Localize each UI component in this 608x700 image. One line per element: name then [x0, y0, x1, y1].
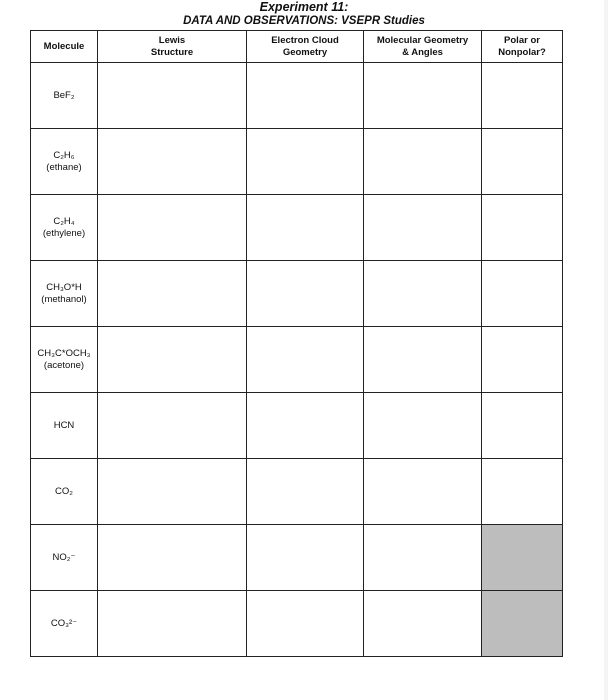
- molecule-formula: C₂H₄: [53, 215, 75, 227]
- molecular-geometry-cell[interactable]: [364, 459, 482, 525]
- molecule-formula: NO₂⁻: [52, 551, 76, 563]
- vsepr-data-table: [30, 30, 563, 657]
- molecule-formula: CO₃²⁻: [50, 617, 78, 629]
- table-header-row: [31, 31, 563, 63]
- header-molecule-label: Molecule: [43, 40, 85, 52]
- molecular-geometry-cell[interactable]: [364, 591, 482, 657]
- table-row-no2-minus: [31, 525, 563, 591]
- polarity-cell-shaded: [482, 591, 563, 657]
- section-title: DATA AND OBSERVATIONS: VSEPR Studies: [183, 15, 425, 27]
- polarity-cell[interactable]: [482, 327, 563, 393]
- header-cloud-line2: Geometry: [282, 46, 328, 58]
- molecule-cell: [31, 327, 98, 393]
- molecule-common-name: (acetone): [43, 359, 85, 371]
- header-lewis-line1: Lewis: [158, 34, 186, 46]
- molecule-formula: CH₃C*OCH₃: [37, 347, 91, 359]
- molecule-cell: [31, 459, 98, 525]
- molecule-common-name: (ethylene): [42, 227, 86, 239]
- molecular-geometry-cell[interactable]: [364, 393, 482, 459]
- header-polar-line2: Nonpolar?: [498, 46, 546, 58]
- polarity-cell[interactable]: [482, 459, 563, 525]
- molecule-cell: [31, 195, 98, 261]
- molecular-geometry-cell[interactable]: [364, 63, 482, 129]
- lewis-structure-cell[interactable]: [98, 525, 247, 591]
- molecule-formula: CH₃O*H: [46, 281, 82, 293]
- molecular-geometry-cell[interactable]: [364, 129, 482, 195]
- molecule-formula: CO₂: [55, 485, 73, 497]
- polarity-cell[interactable]: [482, 393, 563, 459]
- table-row-befl2: [31, 63, 563, 129]
- electron-cloud-geometry-cell[interactable]: [247, 393, 364, 459]
- lewis-structure-cell[interactable]: [98, 261, 247, 327]
- header-lewis-line2: Structure: [150, 46, 194, 58]
- molecule-formula: BeF₂: [53, 89, 75, 101]
- molecular-geometry-cell[interactable]: [364, 195, 482, 261]
- table-row-co3-2minus: [31, 591, 563, 657]
- header-polarity: [482, 31, 563, 63]
- experiment-title: Experiment 11:: [259, 0, 349, 14]
- table-row-acetone: [31, 327, 563, 393]
- lewis-structure-cell[interactable]: [98, 393, 247, 459]
- polarity-cell[interactable]: [482, 261, 563, 327]
- polarity-cell-shaded: [482, 525, 563, 591]
- lewis-structure-cell[interactable]: [98, 129, 247, 195]
- molecule-cell: [31, 261, 98, 327]
- table-row-ethylene: [31, 195, 563, 261]
- header-polar-line1: Polar or: [504, 34, 540, 46]
- molecular-geometry-cell[interactable]: [364, 525, 482, 591]
- table-row-hcn: [31, 393, 563, 459]
- page-edge: [604, 0, 608, 700]
- electron-cloud-geometry-cell[interactable]: [247, 129, 364, 195]
- electron-cloud-geometry-cell[interactable]: [247, 591, 364, 657]
- molecular-geometry-cell[interactable]: [364, 261, 482, 327]
- header-electron-cloud-geometry: [247, 31, 364, 63]
- table-row-co2: [31, 459, 563, 525]
- table-row-methanol: [31, 261, 563, 327]
- molecule-cell: [31, 129, 98, 195]
- molecule-cell: [31, 525, 98, 591]
- electron-cloud-geometry-cell[interactable]: [247, 261, 364, 327]
- header-cloud-line1: Electron Cloud: [271, 34, 339, 46]
- electron-cloud-geometry-cell[interactable]: [247, 525, 364, 591]
- molecule-cell: [31, 63, 98, 129]
- molecule-common-name: (ethane): [46, 161, 82, 173]
- lewis-structure-cell[interactable]: [98, 195, 247, 261]
- electron-cloud-geometry-cell[interactable]: [247, 195, 364, 261]
- molecule-formula: HCN: [53, 419, 75, 431]
- molecule-cell: [31, 591, 98, 657]
- header-molecule: [31, 31, 98, 63]
- molecule-formula: C₂H₆: [53, 149, 75, 161]
- electron-cloud-geometry-cell[interactable]: [247, 63, 364, 129]
- table-row-ethane: [31, 129, 563, 195]
- lewis-structure-cell[interactable]: [98, 591, 247, 657]
- lewis-structure-cell[interactable]: [98, 63, 247, 129]
- polarity-cell[interactable]: [482, 129, 563, 195]
- polarity-cell[interactable]: [482, 195, 563, 261]
- header-geometry-line1: Molecular Geometry: [376, 34, 469, 46]
- header-lewis-structure: [98, 31, 247, 63]
- molecule-cell: [31, 393, 98, 459]
- electron-cloud-geometry-cell[interactable]: [247, 327, 364, 393]
- lewis-structure-cell[interactable]: [98, 327, 247, 393]
- header-molecular-geometry: [364, 31, 482, 63]
- electron-cloud-geometry-cell[interactable]: [247, 459, 364, 525]
- polarity-cell[interactable]: [482, 63, 563, 129]
- header-geometry-line2: & Angles: [402, 46, 443, 58]
- molecular-geometry-cell[interactable]: [364, 327, 482, 393]
- lewis-structure-cell[interactable]: [98, 459, 247, 525]
- molecule-common-name: (methanol): [41, 293, 87, 305]
